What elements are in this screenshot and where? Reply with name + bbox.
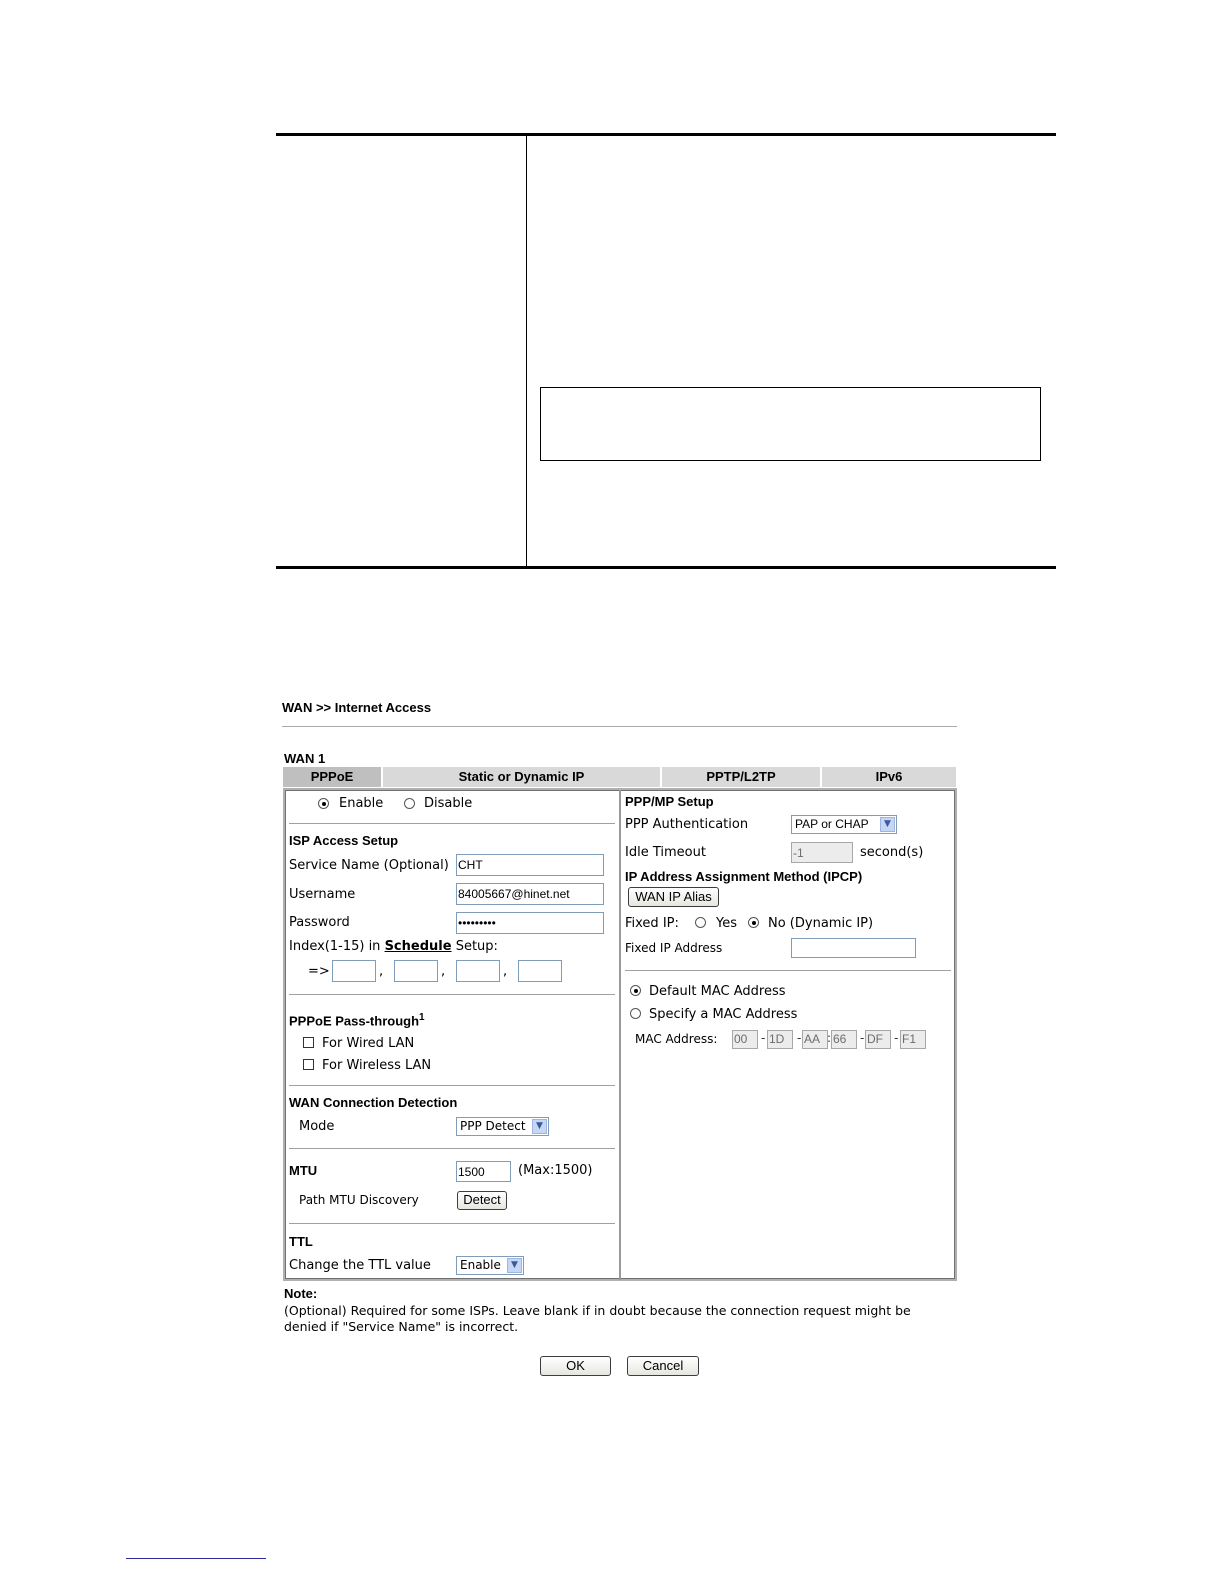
schedule-link[interactable]: Schedule [384, 939, 452, 954]
mac-octet-5-input[interactable]: DF [865, 1030, 891, 1049]
mac-octet-2-input[interactable]: 1D [767, 1030, 793, 1049]
cancel-button[interactable]: Cancel [627, 1356, 699, 1376]
idle-timeout-input[interactable]: -1 [791, 842, 853, 863]
fixed-ip-yes-radio[interactable] [695, 917, 706, 928]
mac-address-label: MAC Address: [635, 1032, 718, 1046]
username-input[interactable]: 84005667@hinet.net [456, 883, 604, 905]
mac-separator: - [894, 1031, 899, 1045]
index-arrow: => [308, 964, 330, 979]
default-mac-radio[interactable] [630, 985, 641, 996]
mac-separator: - [797, 1031, 802, 1045]
schedule-index-label [289, 939, 498, 954]
section-divider [625, 970, 951, 971]
fixed-ip-no-label: No (Dynamic IP) [768, 916, 874, 931]
ok-button[interactable]: OK [540, 1356, 611, 1376]
mac-octet-3-input[interactable]: AA [802, 1030, 828, 1049]
ipcp-title: IP Address Assignment Method (IPCP) [625, 869, 863, 884]
schedule-index-2-input[interactable] [394, 960, 438, 982]
chevron-down-icon: ▼ [880, 817, 895, 832]
tab-pppoe[interactable]: PPPoE [283, 767, 381, 787]
section-divider [289, 994, 615, 995]
section-divider [289, 1223, 615, 1224]
chevron-down-icon: ▼ [507, 1258, 522, 1273]
fixed-ip-address-label: Fixed IP Address [625, 941, 723, 955]
fixed-ip-yes-label: Yes [716, 916, 737, 931]
mac-separator: - [761, 1031, 766, 1045]
footnote-rule [126, 1558, 266, 1559]
tab-pptp-l2tp[interactable]: PPTP/L2TP [706, 769, 776, 784]
mode-label: Mode [299, 1119, 335, 1134]
wired-lan-checkbox[interactable] [303, 1037, 314, 1048]
wireless-lan-label: For Wireless LAN [322, 1058, 432, 1073]
enable-radio[interactable] [318, 798, 329, 809]
ppp-authentication-label: PPP Authentication [625, 817, 749, 832]
mac-separator: : [827, 1031, 832, 1045]
ttl-select-value: Enable [460, 1258, 501, 1272]
note-title: Note: [284, 1286, 318, 1301]
service-name-input[interactable]: CHT [456, 854, 604, 876]
ttl-title: TTL [289, 1234, 313, 1249]
tab-ipv6[interactable]: IPv6 [875, 769, 903, 784]
idle-timeout-unit: second(s) [860, 845, 924, 860]
fixed-ip-no-radio[interactable] [748, 917, 759, 928]
mode-select-value: PPP Detect [460, 1119, 526, 1133]
index-comma: , [503, 964, 508, 979]
doc-table-column-divider [526, 136, 527, 566]
mtu-title: MTU [289, 1163, 318, 1178]
note-line-2: denied if "Service Name" is incorrect. [284, 1319, 519, 1334]
doc-note-box [540, 387, 1041, 461]
schedule-index-prefix: Index(1-15) in [289, 939, 381, 954]
schedule-index-suffix: Setup: [455, 939, 498, 954]
enable-label: Enable [339, 796, 384, 811]
ppp-authentication-select[interactable] [791, 815, 897, 834]
fixed-ip-address-input[interactable] [791, 938, 916, 958]
pppoe-passthrough-title [289, 1012, 425, 1028]
schedule-index-1-input[interactable] [332, 960, 376, 982]
specify-mac-radio[interactable] [630, 1008, 641, 1019]
index-comma: , [441, 964, 446, 979]
doc-table-bottom-rule [276, 566, 1056, 569]
ttl-select[interactable] [456, 1256, 524, 1275]
idle-timeout-label: Idle Timeout [625, 845, 706, 860]
schedule-index-4-input[interactable] [518, 960, 562, 982]
wireless-lan-checkbox[interactable] [303, 1059, 314, 1070]
mac-octet-1-input[interactable]: 00 [732, 1030, 758, 1049]
tab-static-dynamic-ip[interactable]: Static or Dynamic IP [458, 769, 585, 784]
fixed-ip-label: Fixed IP: [625, 916, 679, 931]
mac-octet-4-input[interactable]: 66 [831, 1030, 857, 1049]
breadcrumb: WAN >> Internet Access [282, 700, 432, 715]
ttl-label: Change the TTL value [289, 1258, 431, 1273]
mtu-input[interactable]: 1500 [456, 1161, 511, 1182]
wan-title: WAN 1 [284, 751, 326, 766]
mode-select[interactable] [456, 1117, 549, 1136]
username-label: Username [289, 887, 356, 902]
section-divider [289, 823, 615, 824]
disable-label: Disable [424, 796, 473, 811]
ppp-mp-setup-title: PPP/MP Setup [625, 794, 714, 809]
mac-octet-6-input[interactable]: F1 [900, 1030, 926, 1049]
panel-column-divider [619, 790, 621, 1280]
service-name-label: Service Name (Optional) [289, 858, 449, 873]
mtu-max-label: (Max:1500) [518, 1163, 593, 1178]
detect-button[interactable]: Detect [457, 1191, 507, 1210]
wan-connection-detection-title: WAN Connection Detection [289, 1095, 458, 1110]
ppp-authentication-value: PAP or CHAP [795, 817, 869, 831]
path-mtu-discovery-label: Path MTU Discovery [299, 1193, 419, 1207]
footnote-marker: 1 [419, 1012, 425, 1023]
section-divider [289, 1148, 615, 1149]
index-comma: , [379, 964, 384, 979]
doc-table-top-rule [276, 133, 1056, 136]
password-label: Password [289, 915, 350, 930]
isp-access-setup-title: ISP Access Setup [289, 833, 399, 848]
password-input[interactable]: ••••••••• [456, 912, 604, 934]
wan-ip-alias-button[interactable]: WAN IP Alias [628, 887, 719, 907]
breadcrumb-divider [282, 726, 957, 727]
mac-separator: - [860, 1031, 865, 1045]
default-mac-label: Default MAC Address [649, 984, 786, 999]
disable-radio[interactable] [404, 798, 415, 809]
note-line-1: (Optional) Required for some ISPs. Leave blank if in doubt because the connection request might be [284, 1303, 911, 1318]
schedule-index-3-input[interactable] [456, 960, 500, 982]
section-divider [289, 1085, 615, 1086]
wired-lan-label: For Wired LAN [322, 1036, 415, 1051]
specify-mac-label: Specify a MAC Address [649, 1007, 798, 1022]
chevron-down-icon: ▼ [532, 1119, 547, 1134]
pppoe-passthrough-text: PPPoE Pass-through [289, 1013, 420, 1029]
